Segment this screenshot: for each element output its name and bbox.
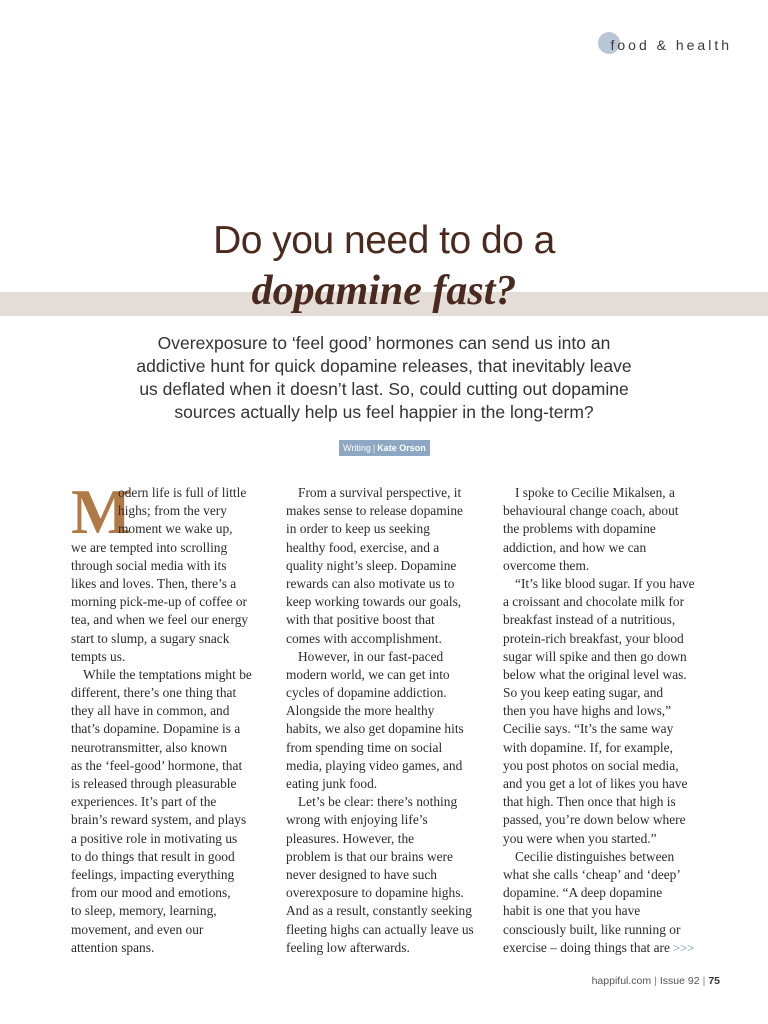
text-line-content: movement, and even our bbox=[71, 921, 204, 937]
text-line bbox=[503, 939, 703, 957]
text-line-content: with dopamine. If, for example, bbox=[503, 739, 673, 755]
drop-cap: M bbox=[71, 476, 132, 547]
text-line-content: neurotransmitter, also known bbox=[71, 739, 228, 755]
text-line bbox=[503, 520, 703, 538]
text-line bbox=[71, 848, 266, 866]
text-line bbox=[286, 830, 484, 848]
text-line bbox=[71, 520, 266, 538]
text-line bbox=[286, 593, 484, 611]
text-line-content: I spoke to Cecilie Mikalsen, a bbox=[515, 485, 675, 500]
text-line bbox=[286, 757, 484, 775]
text-line bbox=[286, 520, 484, 538]
text-line bbox=[71, 630, 266, 648]
text-line bbox=[286, 557, 484, 575]
text-line bbox=[71, 811, 266, 829]
text-line-content: behavioural change coach, about bbox=[503, 503, 679, 519]
article-column-1 bbox=[71, 476, 266, 957]
text-line bbox=[71, 539, 266, 557]
text-line bbox=[503, 611, 703, 629]
text-line bbox=[71, 684, 266, 702]
footer-site: happiful.com bbox=[591, 975, 652, 987]
text-line bbox=[286, 866, 484, 884]
text-line bbox=[503, 720, 703, 738]
text-line-content: odern life is full of little bbox=[118, 485, 247, 500]
text-line bbox=[503, 921, 703, 939]
text-line bbox=[71, 884, 266, 902]
text-line bbox=[71, 739, 266, 757]
text-line bbox=[503, 884, 703, 902]
text-line-content: wrong with enjoying life’s bbox=[286, 812, 428, 828]
text-line-content: keep working towards our goals, bbox=[286, 594, 462, 610]
text-line bbox=[503, 811, 703, 829]
text-line bbox=[286, 484, 484, 502]
text-line bbox=[71, 902, 266, 920]
page-footer bbox=[592, 975, 720, 987]
text-line-content: from our mood and emotions, bbox=[71, 885, 231, 901]
text-line-content: Alongside the more healthy bbox=[286, 703, 435, 719]
text-line-content: the problems with dopamine bbox=[503, 521, 656, 537]
text-line-content: Let’s be clear: there’s nothing bbox=[298, 794, 458, 810]
text-line-content: as the ‘feel-good’ hormone, that bbox=[71, 757, 243, 773]
text-line-content: modern world, we can get into bbox=[286, 666, 450, 682]
text-line bbox=[71, 611, 266, 629]
text-line-content: you were when you started.” bbox=[503, 830, 657, 846]
text-line-content: cycles of dopamine addiction. bbox=[286, 685, 447, 701]
text-line bbox=[286, 702, 484, 720]
text-line bbox=[286, 884, 484, 902]
text-line-content: moment we wake up, bbox=[118, 521, 233, 537]
text-line-content: comes with accomplishment. bbox=[286, 630, 442, 646]
text-line-content: never designed to have such bbox=[286, 866, 437, 882]
text-line bbox=[71, 557, 266, 575]
text-line-content: And as a result, constantly seeking bbox=[286, 903, 472, 919]
text-line-content: then you have highs and lows,” bbox=[503, 703, 672, 719]
text-line-content: what she calls ‘cheap’ and ‘deep’ bbox=[503, 866, 681, 882]
text-line-content: overcome them. bbox=[503, 557, 590, 573]
text-line bbox=[286, 502, 484, 520]
text-line-content: quality night’s sleep. Dopamine bbox=[286, 557, 457, 573]
text-line bbox=[71, 575, 266, 593]
text-line-content: While the temptations might be bbox=[83, 666, 252, 682]
text-line bbox=[286, 630, 484, 648]
text-line bbox=[503, 702, 703, 720]
text-line-content: different, there’s one thing that bbox=[71, 685, 237, 701]
text-line-content: brain’s reward system, and plays bbox=[71, 812, 247, 828]
text-line bbox=[71, 830, 266, 848]
text-line bbox=[503, 502, 703, 520]
text-line-content: a croissant and chocolate milk for bbox=[503, 594, 685, 610]
text-line-content: they all have in common, and bbox=[71, 703, 230, 719]
text-line bbox=[71, 775, 266, 793]
text-line bbox=[71, 648, 266, 666]
text-line-content: overexposure to dopamine highs. bbox=[286, 885, 464, 901]
text-line bbox=[503, 593, 703, 611]
text-line bbox=[286, 739, 484, 757]
text-line-content: So you keep eating sugar, and bbox=[503, 685, 664, 701]
text-line bbox=[71, 921, 266, 939]
text-line-content: habit is one that you have bbox=[503, 903, 641, 919]
text-line bbox=[71, 720, 266, 738]
text-line-content: through social media with its bbox=[71, 557, 227, 573]
footer-divider: | bbox=[654, 975, 657, 987]
byline bbox=[339, 440, 430, 456]
byline-separator: | bbox=[372, 443, 376, 453]
text-line bbox=[503, 793, 703, 811]
text-line bbox=[503, 830, 703, 848]
text-line-content: addiction, and how we can bbox=[503, 539, 647, 555]
text-line-content: eating junk food. bbox=[286, 776, 378, 791]
text-line bbox=[286, 921, 484, 939]
text-line-content: is released through pleasurable bbox=[71, 776, 237, 791]
text-line bbox=[286, 648, 484, 666]
text-line bbox=[503, 557, 703, 575]
text-line-content: below what the original level was. bbox=[503, 666, 687, 682]
section-tag bbox=[610, 34, 732, 56]
headline-line-2: dopamine fast? bbox=[251, 268, 517, 314]
text-line bbox=[503, 484, 703, 502]
page-number: 75 bbox=[708, 975, 720, 987]
text-line-content: and you get a lot of likes you have bbox=[503, 776, 688, 791]
article-column-2 bbox=[286, 484, 484, 957]
text-line-content: exercise – doing things that are bbox=[503, 939, 670, 955]
text-line bbox=[286, 684, 484, 702]
text-line-content: attention spans. bbox=[71, 939, 155, 955]
text-line-content: to sleep, memory, learning, bbox=[71, 903, 217, 919]
text-line-content: tempts us. bbox=[71, 648, 126, 664]
section-label: food & health bbox=[610, 37, 732, 53]
text-line-content: you post photos on social media, bbox=[503, 757, 679, 773]
byline-author: Kate Orson bbox=[377, 443, 426, 453]
text-line bbox=[286, 775, 484, 793]
text-line bbox=[286, 575, 484, 593]
byline-label: Writing bbox=[343, 443, 371, 453]
column-1-body bbox=[71, 539, 266, 957]
text-line bbox=[286, 666, 484, 684]
text-line bbox=[503, 684, 703, 702]
text-line-content: From a survival perspective, it bbox=[298, 485, 462, 500]
text-line bbox=[503, 757, 703, 775]
standfirst bbox=[120, 332, 648, 424]
text-line bbox=[71, 702, 266, 720]
text-line bbox=[71, 793, 266, 811]
text-line bbox=[503, 848, 703, 866]
text-line bbox=[503, 539, 703, 557]
text-line-content: dopamine. “A deep dopamine bbox=[503, 885, 663, 901]
text-line-content: rewards can also motivate us to bbox=[286, 575, 455, 591]
text-line-content: Cecilie distinguishes between bbox=[515, 848, 675, 864]
text-line bbox=[503, 775, 703, 793]
text-line bbox=[71, 484, 266, 502]
text-line-content: start to slump, a sugary snack bbox=[71, 630, 230, 646]
text-line-content: morning pick-me-up of coffee or bbox=[71, 594, 248, 610]
text-line bbox=[286, 902, 484, 920]
text-line bbox=[71, 666, 266, 684]
text-line-content: habits, we also get dopamine hits bbox=[286, 721, 464, 737]
footer-divider: | bbox=[702, 975, 706, 987]
text-line-content: Cecilie says. “It’s the same way bbox=[503, 721, 674, 737]
text-line-content: feelings, impacting everything bbox=[71, 866, 235, 882]
text-line bbox=[71, 502, 266, 520]
text-line-content: that’s dopamine. Dopamine is a bbox=[71, 721, 241, 737]
text-line-content: feeling low afterwards. bbox=[286, 939, 410, 955]
text-line bbox=[286, 811, 484, 829]
text-line bbox=[503, 739, 703, 757]
text-line-content: likes and loves. Then, there’s a bbox=[71, 575, 237, 591]
text-line bbox=[503, 630, 703, 648]
text-line bbox=[71, 593, 266, 611]
text-line bbox=[71, 757, 266, 775]
text-line bbox=[286, 539, 484, 557]
standfirst-line: Overexposure to ‘feel good’ hormones can send us into an bbox=[157, 333, 611, 353]
text-line-content: healthy food, exercise, and a bbox=[286, 539, 440, 555]
text-line bbox=[71, 939, 266, 957]
text-line bbox=[286, 793, 484, 811]
continue-arrow-icon: >>> bbox=[672, 940, 694, 955]
text-line-content: consciously built, like running or bbox=[503, 921, 681, 937]
footer-issue: Issue 92 bbox=[659, 975, 700, 987]
text-line-content: However, in our fast-paced bbox=[298, 648, 444, 664]
text-line-content: sugar will spike and then go down bbox=[503, 648, 687, 664]
text-line-content: a positive role in motivating us bbox=[71, 830, 238, 846]
text-line-content: pleasures. However, the bbox=[286, 830, 415, 846]
text-line-content: makes sense to release dopamine bbox=[286, 503, 463, 519]
text-line bbox=[71, 866, 266, 884]
text-line-content: fleeting highs can actually leave us bbox=[286, 921, 474, 937]
text-line-content: tea, and when we feel our energy bbox=[71, 612, 249, 628]
text-line-content: passed, you’re down below where bbox=[503, 812, 686, 828]
text-line bbox=[503, 866, 703, 884]
text-line-content: protein-rich breakfast, your blood bbox=[503, 630, 684, 646]
text-line bbox=[503, 648, 703, 666]
text-line-content: media, playing video games, and bbox=[286, 757, 463, 773]
text-line bbox=[286, 720, 484, 738]
text-line-content: breakfast instead of a nutritious, bbox=[503, 612, 676, 628]
text-line bbox=[286, 939, 484, 957]
text-line-content: to do things that result in good bbox=[71, 848, 235, 864]
standfirst-line: us deflated when it doesn’t last. So, could cutting out dopamine bbox=[139, 379, 629, 399]
text-line-content: problem is that our brains were bbox=[286, 848, 453, 864]
headline-line-1: Do you need to do a bbox=[213, 219, 555, 262]
text-line-content: with that positive boost that bbox=[286, 612, 435, 628]
article-column-3 bbox=[503, 484, 703, 957]
text-line-content: we are tempted into scrolling bbox=[71, 539, 228, 555]
standfirst-line: addictive hunt for quick dopamine releases, that inevitably leave bbox=[136, 356, 632, 376]
text-line bbox=[503, 575, 703, 593]
text-line bbox=[286, 848, 484, 866]
text-line-content: in order to keep us seeking bbox=[286, 521, 430, 537]
text-line-content: from spending time on social bbox=[286, 739, 443, 755]
text-line bbox=[503, 902, 703, 920]
text-line-content: highs; from the very bbox=[118, 503, 227, 519]
standfirst-line: sources actually help us feel happier in the long-term? bbox=[174, 402, 594, 422]
text-line-content: that high. Then once that high is bbox=[503, 794, 676, 810]
text-line bbox=[503, 666, 703, 684]
text-line-content: experiences. It’s part of the bbox=[71, 794, 217, 810]
text-line-content: “It’s like blood sugar. If you have bbox=[515, 575, 695, 591]
text-line bbox=[286, 611, 484, 629]
